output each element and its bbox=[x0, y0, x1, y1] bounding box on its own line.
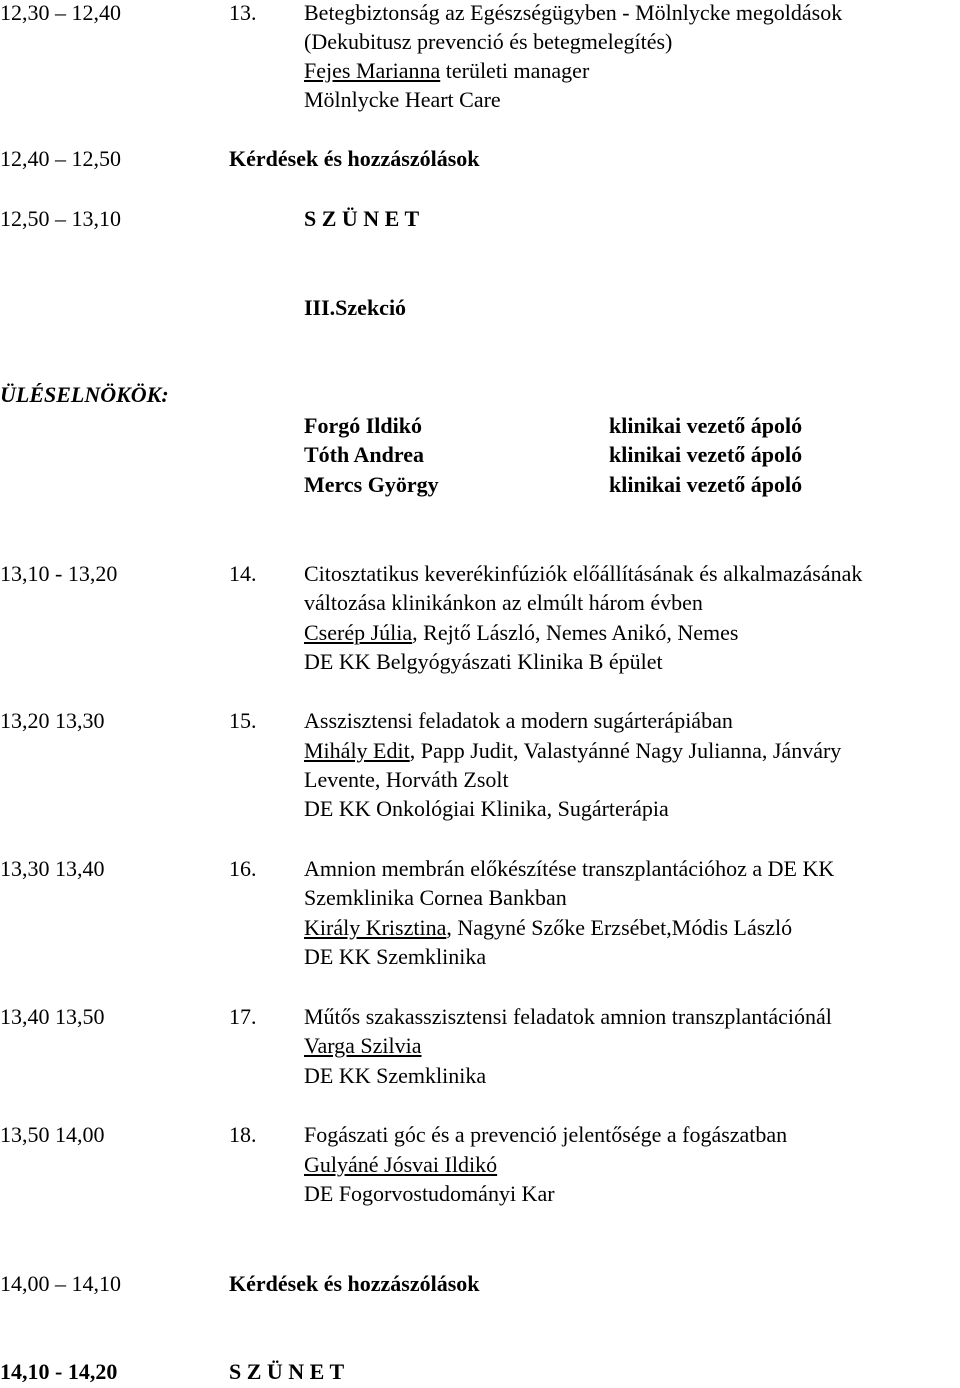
break-label-2: S Z Ü N E T bbox=[229, 1359, 345, 1384]
talk-authors-14: Cserép Júlia, Rejtő László, Nemes Anikó, Nemes bbox=[304, 620, 739, 645]
talk-title-16-line2: Szemklinika Cornea Bankban bbox=[304, 885, 567, 910]
time-slot-15: 13,20 13,30 bbox=[0, 708, 105, 733]
chair-role: klinikai vezető ápoló bbox=[609, 472, 803, 497]
talk-number-13: 13. bbox=[229, 0, 257, 25]
chair-role: klinikai vezető ápoló bbox=[609, 442, 803, 467]
talk-title-17: Műtős szakasszisztensi feladatok amnion transzplantációnál bbox=[304, 1004, 832, 1029]
talk-number-14: 14. bbox=[229, 561, 257, 586]
talk-number-18: 18. bbox=[229, 1122, 257, 1147]
section-title: III.Szekció bbox=[304, 295, 407, 320]
time-slot-18: 13,50 14,00 bbox=[0, 1122, 105, 1147]
time-slot-qa2: 14,00 – 14,10 bbox=[0, 1271, 121, 1296]
presenter-name: Fejes Marianna bbox=[304, 58, 441, 83]
chair-name: Tóth Andrea bbox=[304, 442, 425, 467]
qa-label-1: Kérdések és hozzászólások bbox=[229, 146, 480, 171]
talk-institution-14: DE KK Belgyógyászati Klinika B épület bbox=[304, 649, 663, 674]
presenter-name: Varga Szilvia bbox=[304, 1033, 422, 1058]
chair-name: Forgó Ildikó bbox=[304, 413, 422, 438]
break-label-1: S Z Ü N E T bbox=[304, 206, 420, 231]
talk-institution-13: Mölnlycke Heart Care bbox=[304, 87, 501, 112]
talk-title-16-line1: Amnion membrán előkészítése transzplantációhoz a DE KK bbox=[304, 856, 835, 881]
talk-institution-17: DE KK Szemklinika bbox=[304, 1063, 487, 1088]
presenter-name: Gulyáné Jósvai Ildikó bbox=[304, 1152, 498, 1177]
time-slot-16: 13,30 13,40 bbox=[0, 856, 105, 881]
chairs-label: ÜLÉSELNÖKÖK: bbox=[0, 382, 169, 407]
time-slot-break1: 12,50 – 13,10 bbox=[0, 206, 121, 231]
talk-title-13-line2: (Dekubitusz prevenció és betegmelegítés) bbox=[304, 29, 673, 54]
talk-institution-18: DE Fogorvostudományi Kar bbox=[304, 1181, 555, 1206]
talk-authors-16: Király Krisztina, Nagyné Szőke Erzsébet,Módis László bbox=[304, 915, 793, 940]
talk-authors-17 bbox=[304, 1033, 422, 1059]
talk-title-14-line2: változása klinikánkon az elmúlt három évben bbox=[304, 590, 703, 615]
talk-authors-13: Fejes Marianna területi manager bbox=[304, 58, 590, 83]
talk-institution-15: DE KK Onkológiai Klinika, Sugárterápia bbox=[304, 796, 669, 821]
presenter-name: Mihály Edit bbox=[304, 738, 410, 763]
talk-authors-18 bbox=[304, 1152, 497, 1178]
talk-title-13-line1: Betegbiztonság az Egészségügyben - Mölnlycke megoldások bbox=[304, 0, 843, 25]
talk-title-14-line1: Citosztatikus keverékinfúziók előállításának és alkalmazásának bbox=[304, 561, 863, 586]
time-slot-break2: 14,10 - 14,20 bbox=[0, 1359, 118, 1384]
talk-institution-16: DE KK Szemklinika bbox=[304, 944, 487, 969]
time-slot-17: 13,40 13,50 bbox=[0, 1004, 105, 1029]
talk-title-15: Asszisztensi feladatok a modern sugárterápiában bbox=[304, 708, 733, 733]
chair-role: klinikai vezető ápoló bbox=[609, 413, 803, 438]
time-slot-14: 13,10 - 13,20 bbox=[0, 561, 118, 586]
chair-name: Mercs György bbox=[304, 472, 439, 497]
time-slot-13: 12,30 – 12,40 bbox=[0, 0, 121, 25]
presenter-name: Király Krisztina bbox=[304, 915, 447, 940]
talk-title-18: Fogászati góc és a prevenció jelentősége a fogászatban bbox=[304, 1122, 788, 1147]
presenter-name: Cserép Júlia bbox=[304, 620, 413, 645]
talk-authors-15: Mihály Edit, Papp Judit, Valastyánné Nagy Julianna, Jánváry bbox=[304, 738, 842, 763]
talk-number-16: 16. bbox=[229, 856, 257, 881]
qa-label-2: Kérdések és hozzászólások bbox=[229, 1271, 480, 1296]
talk-number-17: 17. bbox=[229, 1004, 257, 1029]
talk-number-15: 15. bbox=[229, 708, 257, 733]
talk-authors-15-cont: Levente, Horváth Zsolt bbox=[304, 767, 509, 792]
time-slot-qa1: 12,40 – 12,50 bbox=[0, 146, 121, 171]
